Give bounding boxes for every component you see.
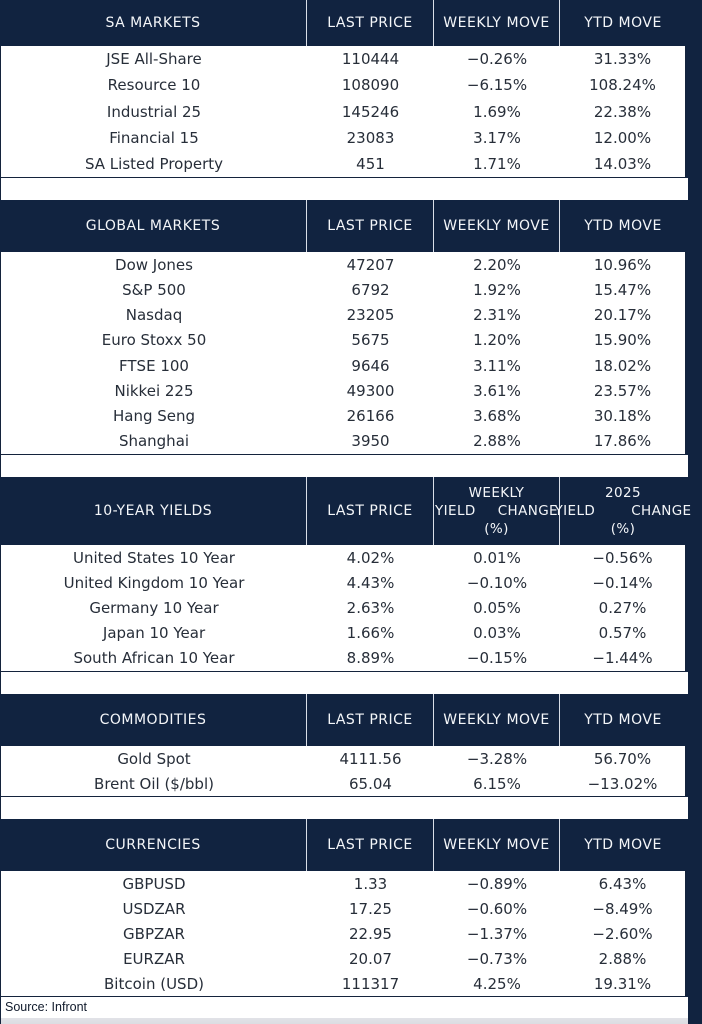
value-cell: −0.14% [592, 573, 653, 592]
value-cell: −0.56% [592, 548, 653, 567]
value-cell: 47207 [346, 255, 395, 274]
table-row [1, 771, 685, 796]
value-cell: 10.96% [593, 255, 652, 274]
value-cell: 0.27% [598, 599, 647, 617]
value-cell: 145246 [341, 102, 400, 121]
value-cell: 2.88% [473, 432, 521, 451]
value-cell: 56.70% [593, 749, 652, 768]
instrument-name: Japan 10 Year [102, 624, 206, 643]
instrument-name: Nasdaq [125, 306, 183, 325]
value-cell: 0.03% [473, 624, 521, 643]
value-cell: 4.43% [346, 573, 395, 592]
column-header-last-price: LAST PRICE [306, 819, 433, 871]
value-cell: −0.73% [466, 949, 528, 968]
value-cell: 2.20% [473, 255, 521, 274]
value-cell: 111317 [341, 974, 400, 993]
value-cell: 22.95 [349, 924, 392, 943]
section-title: SA MARKETS [105, 15, 201, 31]
section-header [0, 0, 686, 46]
value-cell: 2.88% [598, 949, 647, 968]
market-section-global [0, 200, 686, 455]
value-cell: 6792 [351, 280, 390, 299]
section-title: COMMODITIES [99, 712, 207, 728]
source-text: Source: Infront [5, 1000, 87, 1014]
column-header-weekly: WEEKLY YIELD CHANGE (%) [433, 477, 559, 545]
source-note [0, 997, 688, 1024]
table-row [1, 921, 685, 946]
value-cell: 6.43% [598, 874, 647, 893]
value-cell: 23205 [346, 306, 395, 325]
column-header-weekly: WEEKLY MOVE [433, 819, 559, 871]
value-cell: 31.33% [593, 50, 652, 69]
value-cell: −0.15% [466, 649, 528, 668]
section-title: 10-YEAR YIELDS [93, 503, 213, 519]
instrument-name: United States 10 Year [73, 548, 235, 567]
value-cell: 17.86% [593, 432, 652, 451]
instrument-name: GBPZAR [123, 924, 185, 943]
instrument-name: Brent Oil ($/bbl) [94, 774, 214, 793]
instrument-name: United Kingdom 10 Year [63, 573, 245, 592]
section-gap [0, 797, 688, 819]
value-cell: −3.28% [466, 749, 528, 768]
value-cell: −0.60% [466, 899, 528, 918]
instrument-name: S&P 500 [122, 280, 186, 299]
market-section-sa [0, 0, 686, 178]
table-row [1, 378, 685, 403]
instrument-name: Financial 15 [109, 128, 199, 147]
instrument-name: Industrial 25 [106, 102, 202, 121]
instrument-name: Euro Stoxx 50 [101, 331, 207, 350]
value-cell: 15.90% [593, 331, 652, 350]
value-cell: 26166 [346, 407, 395, 426]
table-row [1, 621, 685, 646]
section-gap [0, 178, 688, 200]
market-section-currencies [0, 819, 686, 997]
value-cell: 1.66% [346, 624, 395, 643]
instrument-name: JSE All-Share [106, 50, 202, 69]
instrument-name: Dow Jones [115, 255, 193, 274]
section-header [0, 200, 686, 252]
value-cell: 108.24% [589, 76, 656, 95]
instrument-name: Hang Seng [112, 407, 196, 426]
value-cell: 2.31% [473, 306, 521, 325]
value-cell: 9646 [351, 356, 390, 375]
value-cell: −13.02% [587, 774, 658, 793]
value-cell: 1.71% [473, 154, 521, 173]
market-section-yields [0, 477, 692, 672]
column-header-weekly: WEEKLY MOVE [433, 694, 559, 746]
value-cell: 0.05% [473, 599, 521, 617]
column-header-ytd: YTD MOVE [559, 0, 686, 46]
value-cell: 3.11% [473, 356, 521, 375]
value-cell: 20.17% [593, 306, 652, 325]
column-header-ytd: YTD MOVE [559, 200, 686, 252]
value-cell: 1.92% [473, 280, 521, 299]
instrument-name: FTSE 100 [119, 356, 189, 375]
value-cell: 20.07 [349, 949, 392, 968]
section-header [0, 477, 692, 545]
value-cell: 4.02% [346, 548, 395, 567]
value-cell: 12.00% [593, 128, 652, 147]
section-rows [0, 46, 686, 178]
section-gap [0, 455, 688, 477]
instrument-name: Resource 10 [107, 76, 201, 95]
value-cell: 23083 [346, 128, 395, 147]
table-row [1, 896, 685, 921]
instrument-name: Gold Spot [117, 749, 191, 768]
instrument-name: GBPUSD [122, 874, 186, 893]
table-row [1, 328, 685, 353]
table-row [1, 46, 685, 72]
instrument-name: SA Listed Property [84, 154, 224, 173]
value-cell: −2.60% [592, 924, 653, 943]
value-cell: 14.03% [593, 154, 652, 173]
table-row [1, 946, 685, 971]
table-row [1, 595, 685, 620]
value-cell: −6.15% [466, 76, 528, 95]
value-cell: −1.44% [592, 649, 653, 668]
value-cell: 1.69% [473, 102, 521, 121]
value-cell: 4111.56 [339, 749, 402, 768]
instrument-name: Shanghai [118, 432, 190, 451]
value-cell: 23.57% [593, 381, 652, 400]
value-cell: 49300 [346, 381, 395, 400]
instrument-name: USDZAR [122, 899, 186, 918]
table-row [1, 277, 685, 302]
value-cell: 3.17% [473, 128, 521, 147]
column-header-last-price: LAST PRICE [306, 200, 433, 252]
value-cell: 6.15% [473, 774, 521, 793]
table-row [1, 871, 685, 896]
section-header [0, 694, 686, 746]
section-title: GLOBAL MARKETS [85, 218, 221, 234]
instrument-name: Bitcoin (USD) [104, 974, 204, 993]
column-header-ytd: YTD MOVE [559, 694, 686, 746]
section-gap [0, 672, 688, 694]
table-row [1, 72, 685, 98]
value-cell: 3.61% [473, 381, 521, 400]
value-cell: 65.04 [349, 774, 392, 793]
column-header-ytd: YTD MOVE [559, 819, 686, 871]
value-cell: 3950 [351, 432, 390, 451]
instrument-name: Germany 10 Year [89, 599, 219, 617]
table-row [1, 151, 685, 177]
value-cell: 1.20% [473, 331, 521, 350]
value-cell: −1.37% [466, 924, 528, 943]
section-header [0, 819, 686, 871]
market-section-commodities [0, 694, 686, 797]
value-cell: 451 [356, 154, 385, 173]
table-row [1, 125, 685, 151]
value-cell: 110444 [341, 50, 400, 69]
section-rows [0, 871, 686, 997]
value-cell: 15.47% [593, 280, 652, 299]
value-cell: 108090 [341, 76, 400, 95]
column-header-ytd: 2025 YIELD CHANGE (%) [559, 477, 686, 545]
table-row [1, 353, 685, 378]
table-row [1, 646, 685, 671]
value-cell: −0.10% [466, 573, 528, 592]
value-cell: −0.89% [466, 874, 528, 893]
table-row [1, 404, 685, 429]
column-header-last-price: LAST PRICE [306, 0, 433, 46]
value-cell: 30.18% [593, 407, 652, 426]
instrument-name: Nikkei 225 [114, 381, 194, 400]
table-row [1, 570, 685, 595]
value-cell: 8.89% [346, 649, 395, 668]
value-cell: 3.68% [473, 407, 521, 426]
value-cell: 18.02% [593, 356, 652, 375]
section-rows [0, 545, 686, 672]
section-rows [0, 746, 686, 797]
instrument-name: EURZAR [123, 949, 185, 968]
column-header-last-price: LAST PRICE [306, 694, 433, 746]
value-cell: 19.31% [593, 974, 652, 993]
table-row [1, 545, 685, 570]
table-row [1, 746, 685, 771]
section-rows [0, 252, 686, 455]
value-cell: 4.25% [473, 974, 521, 993]
table-row [1, 98, 685, 124]
value-cell: −0.26% [466, 50, 528, 69]
table-row [1, 429, 685, 454]
column-header-weekly: WEEKLY MOVE [433, 200, 559, 252]
table-row [1, 252, 685, 277]
value-cell: −8.49% [592, 899, 653, 918]
value-cell: 5675 [351, 331, 390, 350]
value-cell: 22.38% [593, 102, 652, 121]
table-row [1, 971, 685, 996]
column-header-weekly: WEEKLY MOVE [433, 0, 559, 46]
value-cell: 0.57% [598, 624, 647, 643]
section-title: CURRENCIES [105, 837, 201, 853]
instrument-name: South African 10 Year [73, 649, 235, 668]
value-cell: 1.33 [353, 874, 388, 893]
value-cell: 0.01% [473, 548, 521, 567]
column-header-last-price: LAST PRICE [306, 477, 433, 545]
table-row [1, 303, 685, 328]
value-cell: 2.63% [346, 599, 395, 617]
value-cell: 17.25 [349, 899, 392, 918]
